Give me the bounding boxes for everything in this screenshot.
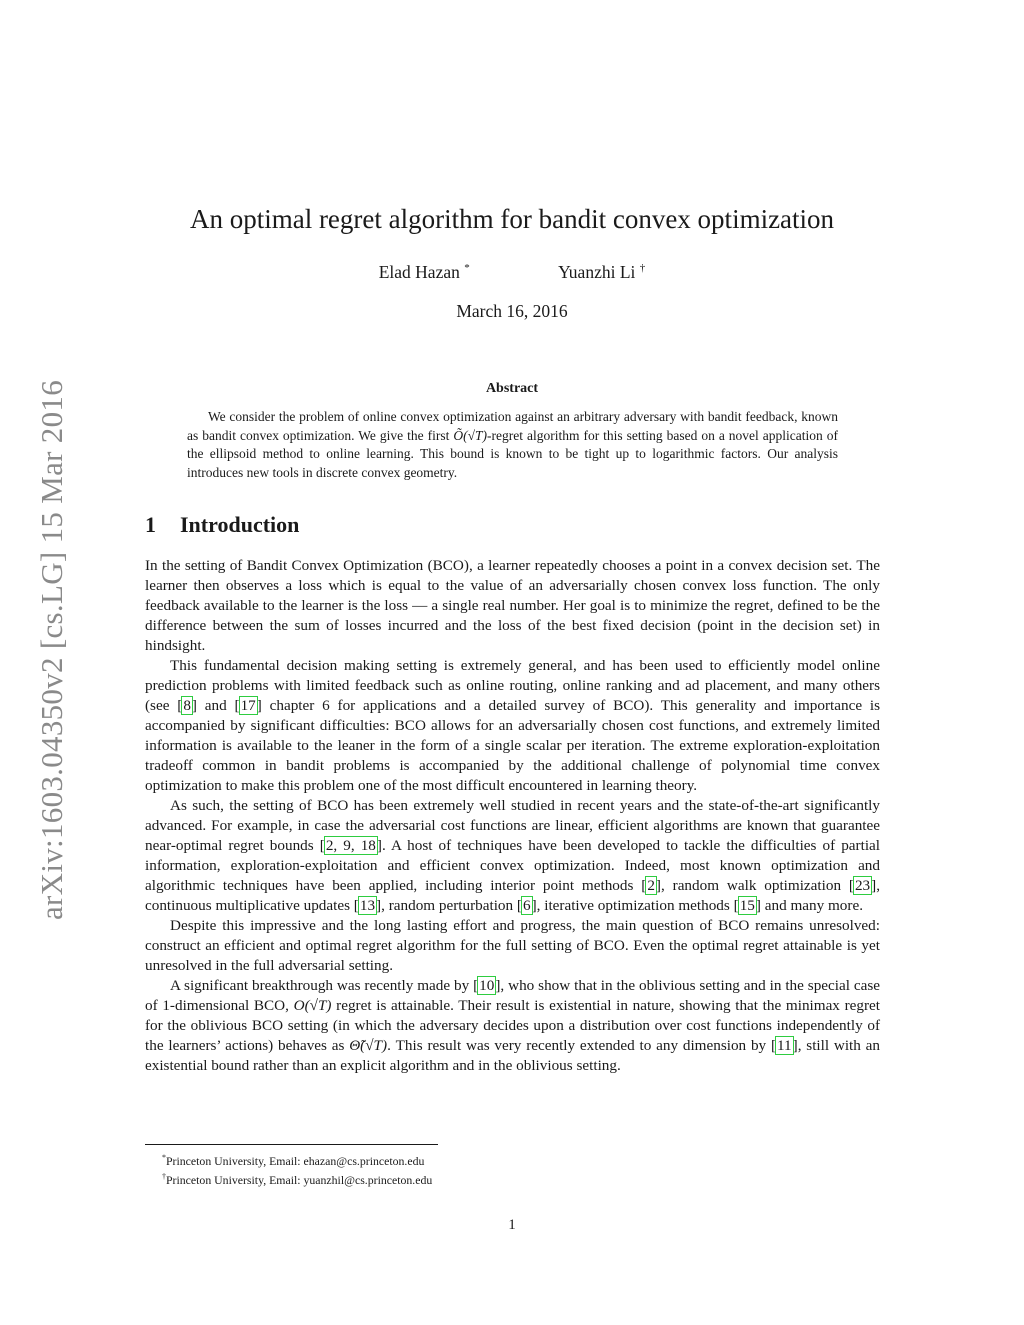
paragraph-5: A significant breakthrough was recently made by [10], who show that in the oblivious setting and in the special case of 1-dimensional BCO, O(√T) regret is attainable. Their result is existential in nature, showing that the minimax regret for the oblivious BCO setting (in which the adversary decides upon a distribution over cost functions independently of the learners’ actions) behaves as Θ̃(√T). This result was very recently extended to any dimension by [11], still with an existential bound rather than an explicit algorithm and in the oblivious setting. (145, 977, 881, 1074)
citation-link[interactable]: 2, 9, 18 (325, 837, 376, 854)
author-1-mark: * (464, 262, 470, 275)
citation-link[interactable]: 13 (359, 897, 376, 914)
author-2 (558, 262, 645, 283)
footnote-2: †Princeton University, Email: yuanzhil@cs.princeton.edu (162, 1171, 433, 1187)
section-title: Introduction (180, 512, 300, 537)
footnote-1: *Princeton University, Email: ehazan@cs.princeton.edu (162, 1153, 425, 1168)
citation-link[interactable]: 6 (522, 897, 531, 914)
paper-title: An optimal regret algorithm for bandit convex optimization (189, 204, 835, 234)
citation-link[interactable]: 10 (479, 977, 495, 994)
citation-link[interactable]: 11 (777, 1037, 792, 1054)
paragraph-1: In the setting of Bandit Convex Optimization (BCO), a learner repeatedly chooses a point in a convex decision set. The learner then observes a loss which is equal to the value of an adversarially chosen convex loss function. The only feedback available to the learner is the loss — a single real number. Her goal is to minimize the regret, defined to be the difference between the sum of losses incurred and the loss of the best fixed decision (point in the decision set) in hindsight. (145, 557, 880, 654)
arxiv-identifier: arXiv:1603.04350v2 [cs.LG] 15 Mar 2016 (34, 379, 69, 921)
citation-link[interactable]: 17 (240, 697, 256, 714)
paragraph-2: This fundamental decision making setting is extremely general, and has been used to efficiently model online prediction problems with limited feedback such as online routing, online ranking and ad placement, and many others (see [8] and [17] chapter 6 for applications and a detailed survey of BCO). This generality and importance is accompanied by significant difficulties: BCO allows for an adversarially chosen cost functions, and extremely limited information is available to the leaner in the form of a single scalar per iteration. The extreme exploration-exploitation tradeoff common in bandit problems is accompanied by the additional challenge of polynomial time convex optimization to make this problem one of the most difficult encountered in learning theory. (145, 657, 880, 794)
page-number: 1 (508, 1217, 516, 1233)
paragraph-3: As such, the setting of BCO has been extremely well studied in recent years and the state-of-the-art significantly advanced. For example, in case the adversarial cost functions are linear, efficient algorithms are known that guarantee near-optimal regret bounds [2, 9, 18]. A host of techniques have been developed to tackle the difficulties of partial information, exploration-exploitation and efficient convex optimization. Indeed, most known optimization and algorithmic techniques have been applied, including interior point methods [2], random walk optimization [23], continuous multiplicative updates [13], random perturbation [6], iterative optimization methods [15] and many more. (145, 797, 881, 914)
paper-date: March 16, 2016 (456, 301, 568, 321)
citation-link[interactable]: 15 (739, 897, 755, 914)
paragraph-4: Despite this impressive and the long lasting effort and progress, the main question of BCO remains unresolved: construct an efficient and optimal regret algorithm for the full setting of BCO. Even the optimal regret attainable is yet unresolved in the full adversarial setting. (145, 917, 880, 974)
author-2-mark: † (639, 262, 646, 275)
math-expression: Θ̃(√T) (349, 1037, 388, 1054)
footnote-rule (145, 1144, 438, 1145)
section-heading (145, 512, 299, 538)
abstract-math: Õ(√T) (453, 427, 488, 443)
section-number: 1 (145, 512, 156, 537)
author-1-name: Elad Hazan (378, 262, 460, 282)
citation-link[interactable]: 8 (183, 697, 191, 714)
introduction-body (145, 556, 880, 1076)
abstract-heading: Abstract (485, 381, 539, 396)
author-list (0, 262, 1024, 283)
citation-link[interactable]: 2 (647, 877, 655, 894)
math-expression: O(√T) (293, 997, 332, 1014)
abstract-text: We consider the problem of online convex optimization against an arbitrary adversary with bandit feedback, known as bandit convex optimization. We give the first Õ(√T)-regret algorithm for this setting based on a novel application of the ellipsoid method to online learning. This bound is known to be tight up to logarithmic factors. Our analysis introduces new tools in discrete convex geometry. (187, 409, 838, 480)
footnotes (162, 1150, 432, 1188)
author-2-name: Yuanzhi Li (558, 262, 636, 282)
author-1 (379, 262, 470, 283)
citation-link[interactable]: 23 (854, 877, 871, 894)
